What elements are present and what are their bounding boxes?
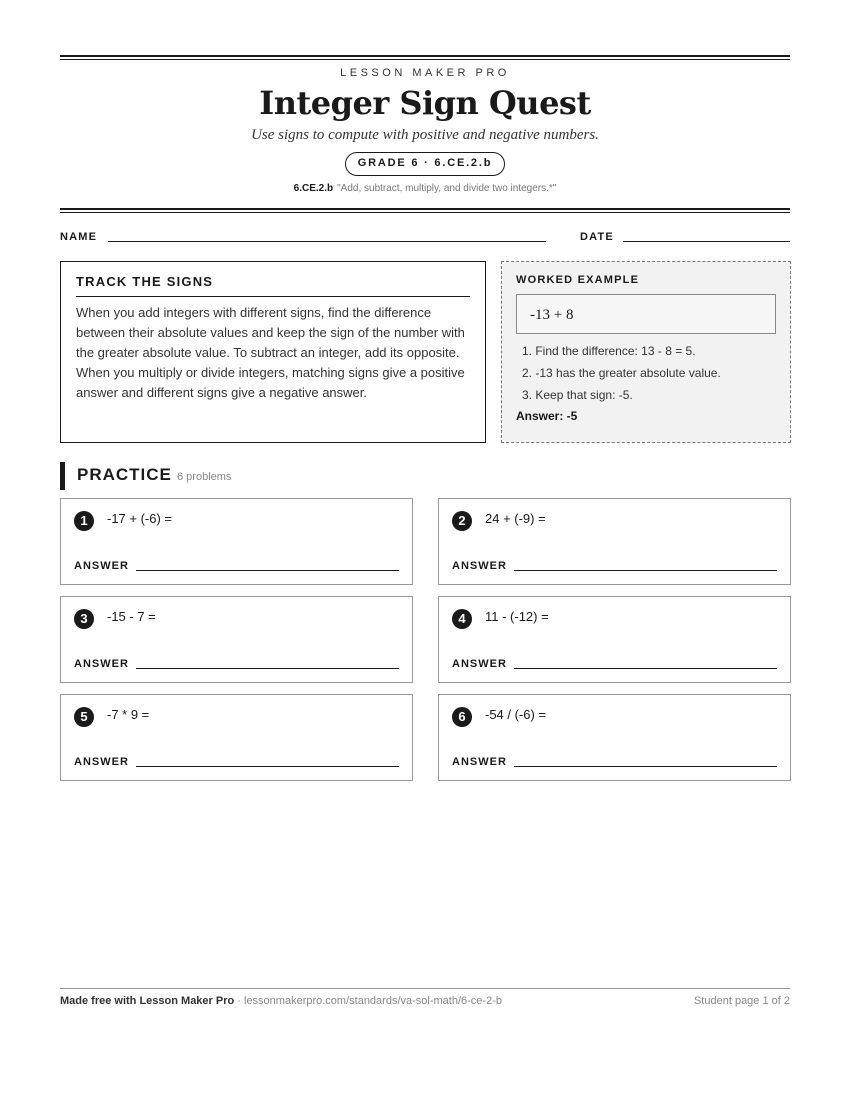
page-title: Integer Sign Quest [259,84,591,122]
answer-field[interactable] [514,570,777,571]
standard-code: 6.CE.2.b [293,183,334,194]
example-step: 2. -13 has the greater absolute value. [522,366,721,380]
answer-field[interactable] [514,668,777,669]
answer-label: ANSWER [452,756,507,768]
answer-label: ANSWER [452,658,507,670]
problem-number: 4 [452,609,472,629]
example-answer: Answer: -5 [516,409,578,423]
answer-field[interactable] [136,766,399,767]
answer-label: ANSWER [452,560,507,572]
track-body: When you add integers with different signs, find the difference between their absolute values and keep the sign of the number with the greater absolute value. To subtract an integer, add its opposite. When you multiply or divide integers, matching signs give a positive answer and different signs give a negative answer. [76,305,465,400]
name-label: NAME [60,231,98,243]
track-title: TRACK THE SIGNS [76,274,470,297]
track-the-signs-box [60,261,486,443]
example-steps [516,340,776,406]
header-bottom-rule [60,208,790,213]
answer-field[interactable] [514,766,777,767]
top-rule [60,55,790,60]
answer-field[interactable] [136,668,399,669]
problem-number: 5 [74,707,94,727]
answer-label: ANSWER [74,658,129,670]
problem-text: -17 + (-6) = [107,511,173,526]
problem-number: 1 [74,511,94,531]
footer-made-with: Made free with Lesson Maker Pro [60,995,235,1007]
problem-card [60,498,413,585]
answer-label: ANSWER [74,756,129,768]
practice-accent-bar [60,462,65,490]
problem-card [438,596,791,683]
footer-url: · lessonmakerpro.com/standards/va-sol-math/6-ce-2-b [234,995,502,1007]
problem-text: -7 * 9 = [107,707,150,722]
standard-line [60,183,790,194]
answer-field[interactable] [136,570,399,571]
page-subtitle: Use signs to compute with positive and negative numbers. [251,127,599,143]
example-problem: -13 + 8 [516,294,776,334]
problem-text: -15 - 7 = [107,609,156,624]
example-step: 3. Keep that sign: -5. [522,388,633,402]
grade-badge: GRADE 6 · 6.CE.2.b [345,152,505,176]
problem-card [438,694,791,781]
footer-rule [60,988,790,989]
brand-label: LESSON MAKER PRO [340,67,510,79]
problem-text: 11 - (-12) = [485,609,549,624]
problem-card [60,694,413,781]
example-step: 1. Find the difference: 13 - 8 = 5. [522,344,696,358]
footer-page-number: Student page 1 of 2 [693,995,790,1007]
problem-number: 3 [74,609,94,629]
date-label: DATE [580,231,614,243]
problem-card [60,596,413,683]
name-field[interactable] [108,241,546,242]
example-title: WORKED EXAMPLE [516,274,640,286]
date-field[interactable] [623,241,790,242]
practice-title: PRACTICE [77,465,172,484]
problem-number: 6 [452,707,472,727]
practice-count: 6 problems [177,471,232,483]
problem-text: -54 / (-6) = [485,707,547,722]
footer-credit [60,995,502,1007]
problem-number: 2 [452,511,472,531]
answer-label: ANSWER [74,560,129,572]
worked-example-box [501,261,791,443]
problem-text: 24 + (-9) = [485,511,546,526]
problem-card [438,498,791,585]
standard-text: "Add, subtract, multiply, and divide two integers.*" [337,183,557,194]
